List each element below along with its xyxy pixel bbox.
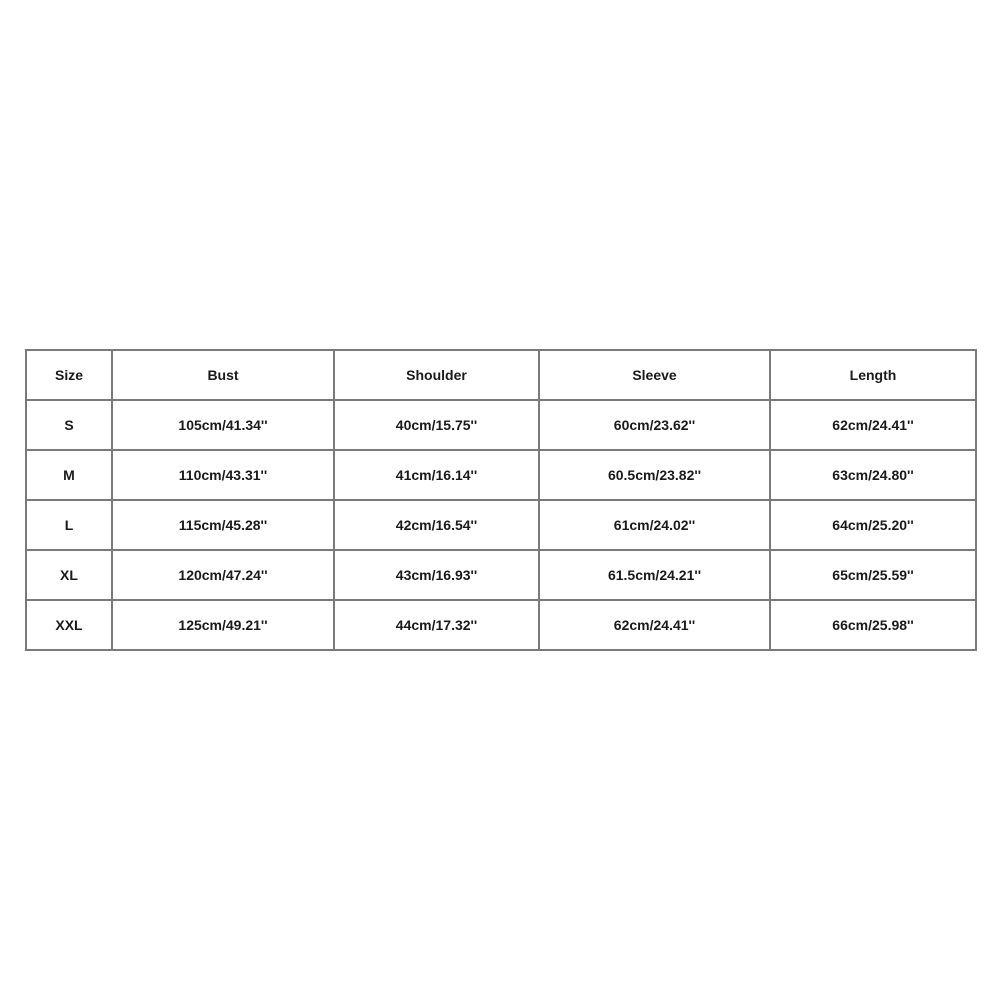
length-cell: 62cm/24.41'' [770, 400, 976, 450]
bust-cell: 105cm/41.34'' [112, 400, 334, 450]
shoulder-cell: 42cm/16.54'' [334, 500, 539, 550]
header-length: Length [770, 350, 976, 400]
sleeve-cell: 62cm/24.41'' [539, 600, 770, 650]
length-cell: 66cm/25.98'' [770, 600, 976, 650]
bust-cell: 125cm/49.21'' [112, 600, 334, 650]
shoulder-cell: 41cm/16.14'' [334, 450, 539, 500]
table-header-row [26, 350, 976, 400]
shoulder-cell: 43cm/16.93'' [334, 550, 539, 600]
shoulder-cell: 40cm/15.75'' [334, 400, 539, 450]
table-row [26, 500, 976, 550]
table-row [26, 450, 976, 500]
size-cell: XXL [26, 600, 112, 650]
length-cell: 64cm/25.20'' [770, 500, 976, 550]
table-row [26, 400, 976, 450]
sleeve-cell: 61.5cm/24.21'' [539, 550, 770, 600]
size-cell: S [26, 400, 112, 450]
sleeve-cell: 61cm/24.02'' [539, 500, 770, 550]
length-cell: 65cm/25.59'' [770, 550, 976, 600]
bust-cell: 120cm/47.24'' [112, 550, 334, 600]
size-cell: L [26, 500, 112, 550]
bust-cell: 115cm/45.28'' [112, 500, 334, 550]
sleeve-cell: 60cm/23.62'' [539, 400, 770, 450]
header-sleeve: Sleeve [539, 350, 770, 400]
size-chart-table [25, 349, 977, 651]
size-cell: XL [26, 550, 112, 600]
size-cell: M [26, 450, 112, 500]
table-row [26, 600, 976, 650]
length-cell: 63cm/24.80'' [770, 450, 976, 500]
header-shoulder: Shoulder [334, 350, 539, 400]
bust-cell: 110cm/43.31'' [112, 450, 334, 500]
sleeve-cell: 60.5cm/23.82'' [539, 450, 770, 500]
shoulder-cell: 44cm/17.32'' [334, 600, 539, 650]
table-row [26, 550, 976, 600]
header-size: Size [26, 350, 112, 400]
header-bust: Bust [112, 350, 334, 400]
